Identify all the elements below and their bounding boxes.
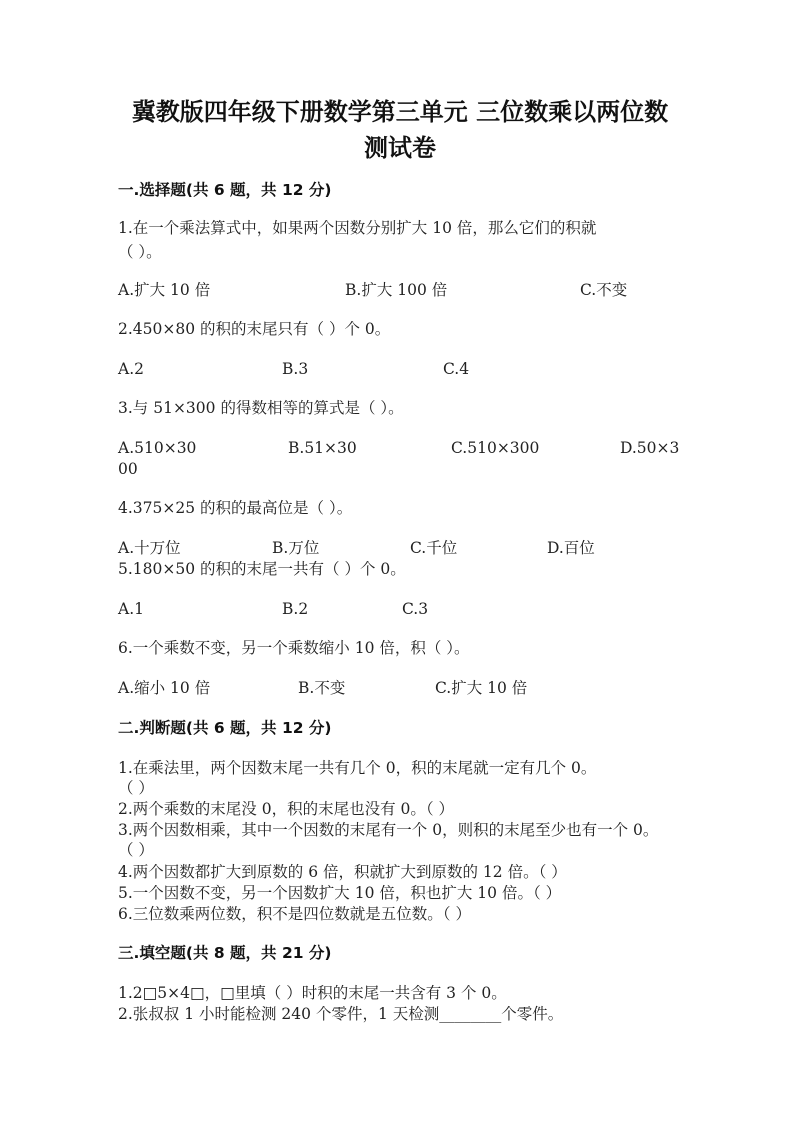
exam-title-line1: 冀教版四年级下册数学第三单元 三位数乘以两位数 (131, 98, 669, 126)
choice-q2-option-b: B.3 (282, 360, 309, 378)
choice-q4-option-d: D.百位 (547, 539, 595, 557)
choice-q6-option-c: C.扩大 10 倍 (435, 679, 528, 697)
choice-q6-option-a: A.缩小 10 倍 (118, 679, 211, 697)
choice-q5-option-c: C.3 (402, 600, 429, 618)
judge-q6-stem: 6.三位数乘两位数，积不是四位数就是五位数。（ ） (118, 905, 471, 923)
judge-q3-stem: 3.两个因数相乘，其中一个因数的末尾有一个 0，则积的末尾至少也有一个 0。 (118, 821, 659, 839)
choice-q4-option-b: B.万位 (272, 539, 320, 557)
choice-q3-option-a: A.510×30 (118, 439, 197, 457)
choice-q6-stem: 6.一个乘数不变，另一个乘数缩小 10 倍，积（ ）。 (118, 639, 470, 657)
judge-q1-stem: 1.在乘法里，两个因数末尾一共有几个 0，积的末尾就一定有几个 0。 (118, 759, 597, 777)
choice-q3-option-c: C.510×300 (451, 439, 540, 457)
choice-q4-option-a: A.十万位 (118, 539, 181, 557)
choice-q2-stem: 2.450×80 的积的末尾只有（ ）个 0。 (118, 320, 391, 338)
section-heading-judge: 二.判断题(共 6 题，共 12 分) (118, 719, 332, 737)
choice-q2-option-a: A.2 (118, 360, 144, 378)
fill-q2-stem: 2.张叔叔 1 小时能检测 240 个零件，1 天检测________个零件。 (118, 1005, 564, 1023)
exam-title-line2: 测试卷 (364, 134, 436, 162)
judge-q4-stem: 4.两个因数都扩大到原数的 6 倍，积就扩大到原数的 12 倍。（ ） (118, 863, 567, 881)
choice-q4-option-c: C.千位 (410, 539, 458, 557)
choice-q3-option-d-cont: 00 (118, 460, 138, 478)
choice-q5-option-b: B.2 (282, 600, 309, 618)
choice-q1-option-b: B.扩大 100 倍 (345, 281, 448, 299)
section-heading-choice: 一.选择题(共 6 题，共 12 分) (118, 181, 332, 199)
judge-q3-stem-cont: （ ） (118, 841, 154, 859)
choice-q6-option-b: B.不变 (298, 679, 346, 697)
choice-q5-option-a: A.1 (118, 600, 144, 618)
choice-q3-option-b: B.51×30 (288, 439, 357, 457)
choice-q1-stem-cont: （ ）。 (118, 243, 162, 261)
choice-q3-option-d: D.50×3 (620, 439, 680, 457)
choice-q2-option-c: C.4 (443, 360, 470, 378)
choice-q5-stem: 5.180×50 的积的末尾一共有（ ）个 0。 (118, 560, 406, 578)
section-heading-fill: 三.填空题(共 8 题，共 21 分) (118, 944, 332, 962)
judge-q1-stem-cont: （ ） (118, 779, 154, 797)
judge-q2-stem: 2.两个乘数的末尾没 0，积的末尾也没有 0。（ ） (118, 800, 455, 818)
choice-q4-stem: 4.375×25 的积的最高位是（ ）。 (118, 499, 353, 517)
fill-q1-stem: 1.2□5×4□，□里填（ ）时积的末尾一共含有 3 个 0。 (118, 984, 507, 1002)
choice-q1-option-c: C.不变 (580, 281, 628, 299)
choice-q1-stem: 1.在一个乘法算式中，如果两个因数分别扩大 10 倍，那么它们的积就 (118, 219, 597, 237)
choice-q1-option-a: A.扩大 10 倍 (118, 281, 211, 299)
judge-q5-stem: 5.一个因数不变，另一个因数扩大 10 倍，积也扩大 10 倍。（ ） (118, 884, 562, 902)
choice-q3-stem: 3.与 51×300 的得数相等的算式是（ ）。 (118, 399, 404, 417)
